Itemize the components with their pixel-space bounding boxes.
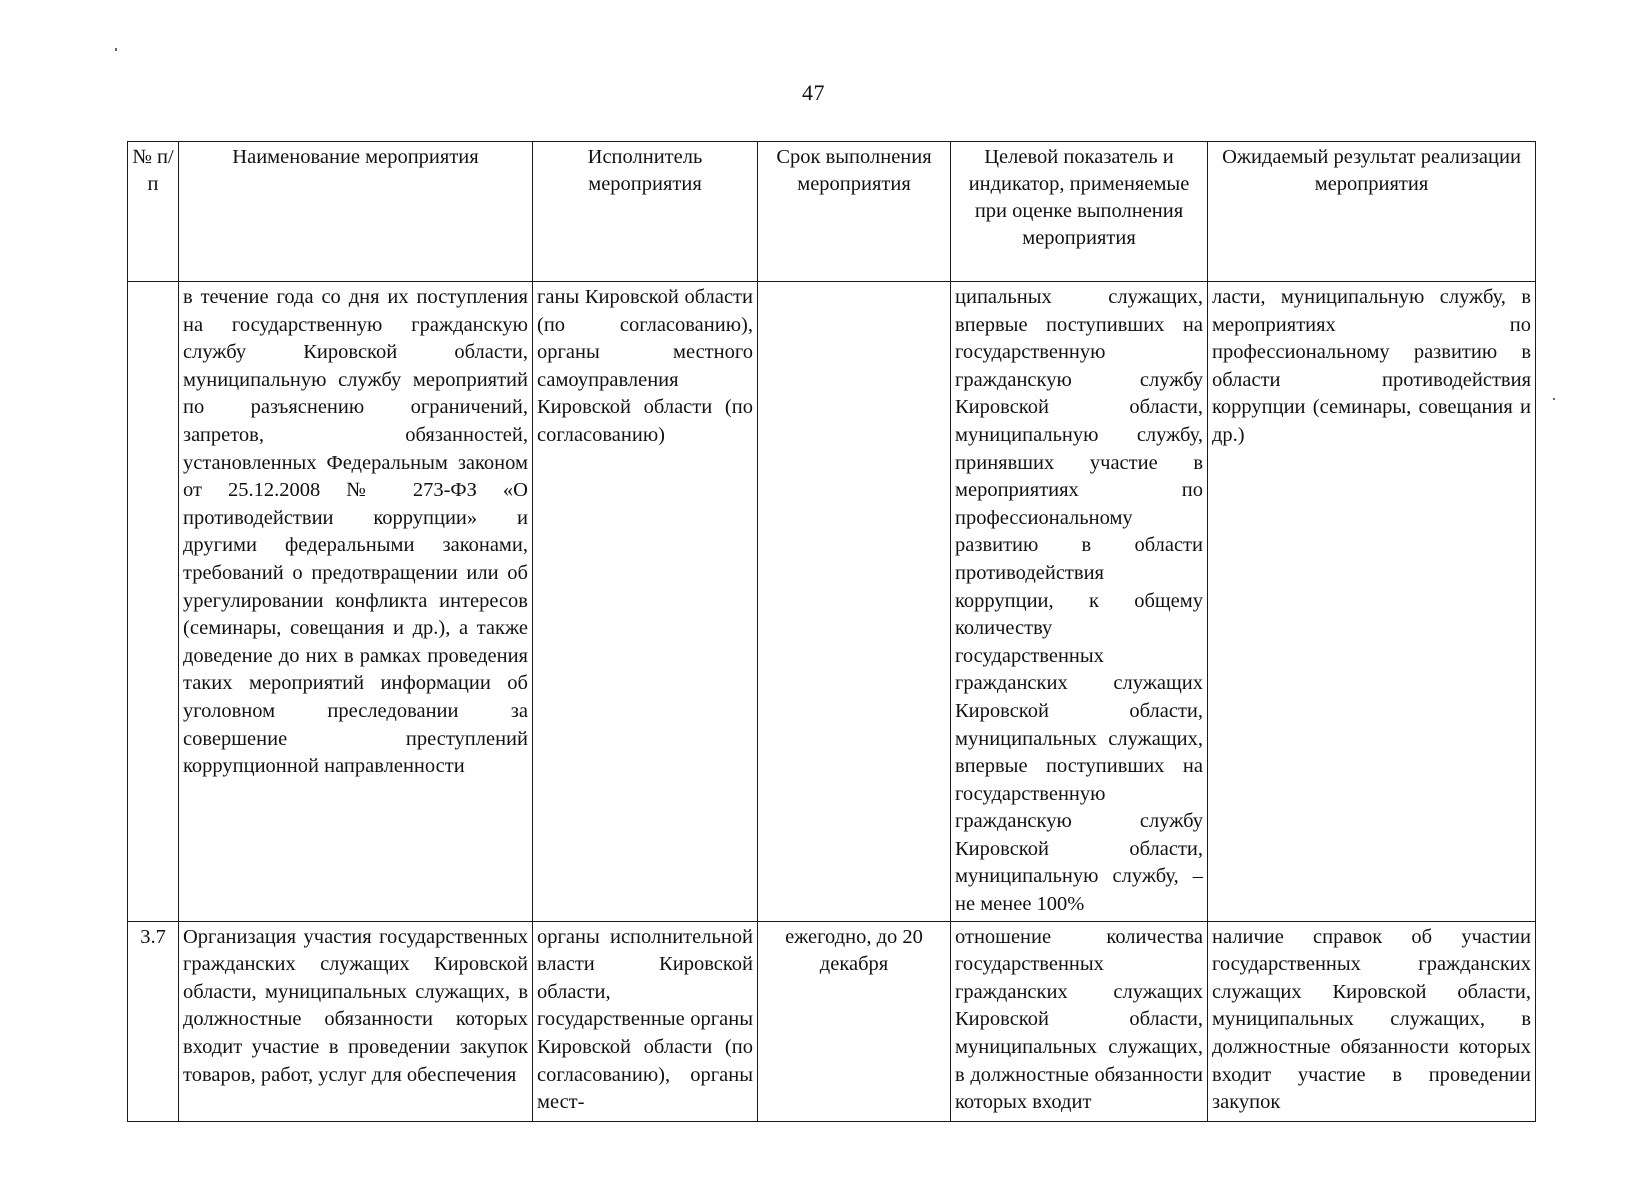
table-row (128, 921, 1536, 1121)
table-row (128, 282, 1536, 922)
scan-speck (1553, 398, 1555, 400)
page-number: 47 (802, 80, 825, 105)
header-result (1208, 142, 1536, 282)
row-name: в течение года со дня их поступления на государственную гражданскую службу Кировской области, муниципальную службу мероприятий по разъяснению ограничений, запретов, обязанностей, установленных Федеральным законом от 25.12.2008 № 273-ФЗ «О противодействии коррупции» и другими федеральными законами, требований о предотвращении или об урегулировании конфликта интересов (семинары, совещания и др.), а также доведение до них в рамках проведения таких мероприятий информации об уголовном преследовании за совершение преступлений коррупционной направленности (183, 286, 528, 778)
row-name-cell (179, 282, 533, 922)
row-executor: ганы Кировской области (по согласованию), органы местного самоуправления Кировской области (по согласованию) (537, 286, 753, 446)
row-executor-cell (533, 282, 758, 922)
header-executor (533, 142, 758, 282)
row-num: 3.7 (140, 925, 166, 948)
row-num-cell (128, 921, 179, 1121)
row-num-cell (128, 282, 179, 922)
header-name (179, 142, 533, 282)
row-result-cell (1208, 282, 1536, 922)
header-term (758, 142, 951, 282)
table-header-row (128, 142, 1536, 282)
header-num-text: № п/п (132, 146, 174, 195)
row-term-cell (758, 921, 951, 1121)
row-name: Организация участия государственных гражданских служащих Кировской области, муниципальных служащих, в должностные обязанности которых входит участие в проведении закупок товаров, работ, услуг для обеспечения (183, 925, 528, 1086)
row-result: ласти, муниципальную службу, в мероприятиях по профессиональному развитию в области противодействия коррупции (семинары, совещания и др.) (1212, 286, 1531, 446)
row-executor-cell (533, 921, 758, 1121)
row-result-cell (1208, 921, 1536, 1121)
row-indicator: ципальных служащих, впервые поступивших на государственную гражданскую службу Кировской области, муниципальную службу, принявших участие в мероприятиях по профессиональному развитию в области противодействия коррупции, к общему количеству государственных гражданских служащих Кировской области, муниципальных служащих, впервые поступивших на государственную гражданскую службу Кировской области, муниципальную службу, – не менее 100% (955, 286, 1203, 916)
row-term: ежегодно, до 20 декабря (785, 925, 923, 976)
row-name-cell (179, 921, 533, 1121)
header-term-text: Срок выполнения мероприятия (776, 146, 932, 195)
header-executor-text: Исполнитель мероприятия (587, 146, 703, 195)
row-indicator: отношение количества государственных гражданских служащих Кировской области, муниципальных служащих, в должностные обязанности которых входит (955, 925, 1203, 1114)
scan-speck (115, 48, 117, 51)
header-indicator-text: Целевой показатель и индикатор, применяемые при оценке выполнения мероприятия (968, 146, 1190, 249)
header-name-text: Наименование мероприятия (232, 146, 479, 168)
header-result-text: Ожидаемый результат реализации мероприятия (1222, 146, 1521, 195)
row-term-cell (758, 282, 951, 922)
measures-table (127, 141, 1536, 1122)
row-indicator-cell (951, 921, 1208, 1121)
header-indicator (951, 142, 1208, 282)
row-executor: органы исполнительной власти Кировской области, государственные органы Кировской области (по согласованию), органы мест- (537, 925, 753, 1114)
row-indicator-cell (951, 282, 1208, 922)
header-num (128, 142, 179, 282)
row-result: наличие справок об участии государственных гражданских служащих Кировской области, муниципальных служащих, в должностные обязанности которых входит участие в проведении закупок (1212, 925, 1531, 1114)
